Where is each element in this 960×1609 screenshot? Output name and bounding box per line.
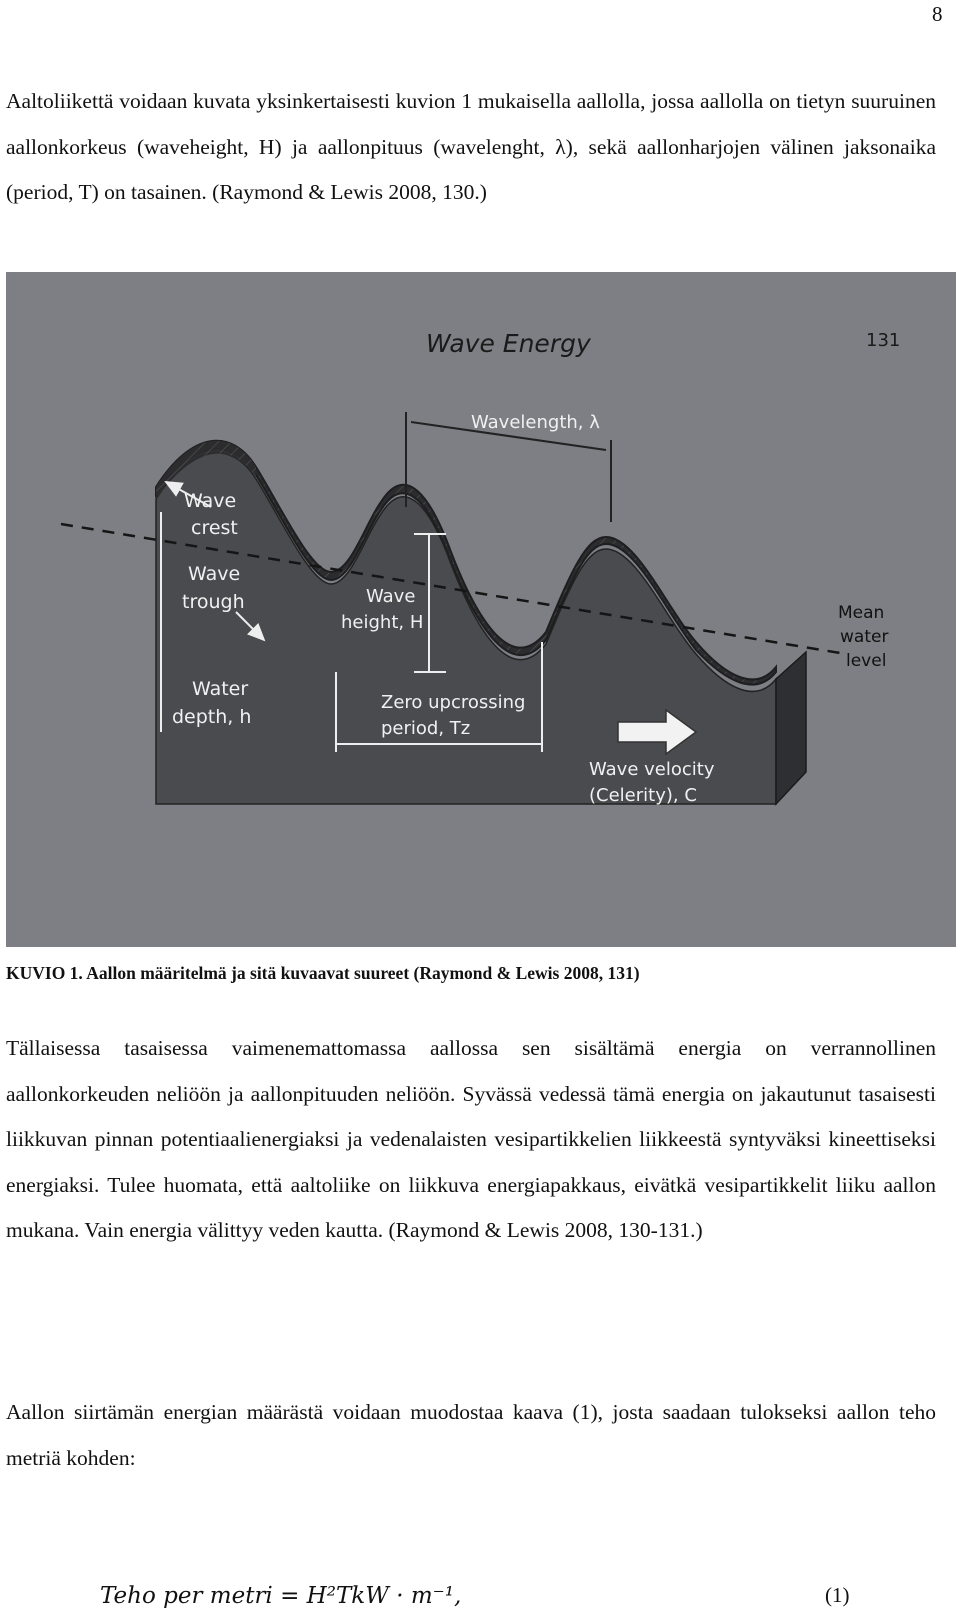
intro-paragraph: Aaltoliikettä voidaan kuvata yksinkertaisesti kuvion 1 mukaisella aallolla, jossa aallolla on tietyn suuruinen aallonkorkeus (waveheight, H) ja aallonpituus (wavelenght, λ), sekä aallonharjojen välinen jaksonaika (period, T) on tasainen. (Raymond & Lewis 2008, 130.) bbox=[6, 89, 936, 204]
wave-height-label-1: Wave bbox=[366, 586, 416, 607]
water-depth-label-1: Water bbox=[192, 678, 249, 700]
formula-intro-paragraph: Aallon siirtämän energian määrästä voidaan muodostaa kaava (1), josta saadaan tulokseksi aallon teho metriä kohden: bbox=[6, 1400, 936, 1470]
formula-number: (1) bbox=[825, 1583, 850, 1607]
zero-upcrossing-label-1: Zero upcrossing bbox=[381, 692, 526, 713]
mean-water-label-2: water bbox=[840, 627, 889, 647]
power-formula: Teho per metri = H²TkW · m⁻¹, bbox=[100, 1583, 462, 1609]
wave-trough-label-1: Wave bbox=[188, 563, 241, 585]
water-depth-label-2: depth, h bbox=[172, 706, 252, 728]
figure-title: Wave Energy bbox=[426, 329, 591, 358]
wave-height-label-2: height, H bbox=[341, 612, 424, 633]
zero-upcrossing-label-2: period, Tz bbox=[381, 718, 471, 739]
wave-trough-label-2: trough bbox=[182, 591, 245, 613]
body-paragraph: Tällaisessa tasaisessa vaimenemattomassa aallossa sen sisältämä energia on verrannollinen aallonkorkeuden neliöön ja aallonpituuden neliöön. Syvässä vedessä tämä energia on jakautunut tasaisesti liikkuvan pinnan potentiaalienergiaksi ja vedenalaisten vesipartikkelien liikkeestä syntyväksi kineettiseksi energiaksi. Tulee huomata, että aaltoliike on liikkuva energiapakkaus, eivätkä vesipartikkelit liiku aallon mukana. Vain energia välittyy veden kautta. (Raymond & Lewis 2008, 130-131.) bbox=[6, 1036, 936, 1242]
wave-velocity-label-1: Wave velocity bbox=[589, 759, 715, 780]
page-number: 8 bbox=[932, 2, 943, 26]
wave-crest-label-1: Wave bbox=[184, 490, 237, 512]
wave-velocity-label-2: (Celerity), C bbox=[589, 785, 697, 806]
figure-page-ref: 131 bbox=[866, 330, 901, 351]
wavelength-label: Wavelength, λ bbox=[471, 412, 600, 433]
figure-caption: KUVIO 1. Aallon määritelmä ja sitä kuvaavat suureet (Raymond & Lewis 2008, 131) bbox=[6, 963, 640, 983]
mean-water-label-1: Mean bbox=[838, 603, 885, 623]
mean-water-label-3: level bbox=[846, 651, 887, 671]
wave-crest-label-2: crest bbox=[191, 517, 238, 539]
wave-energy-figure bbox=[6, 272, 956, 947]
